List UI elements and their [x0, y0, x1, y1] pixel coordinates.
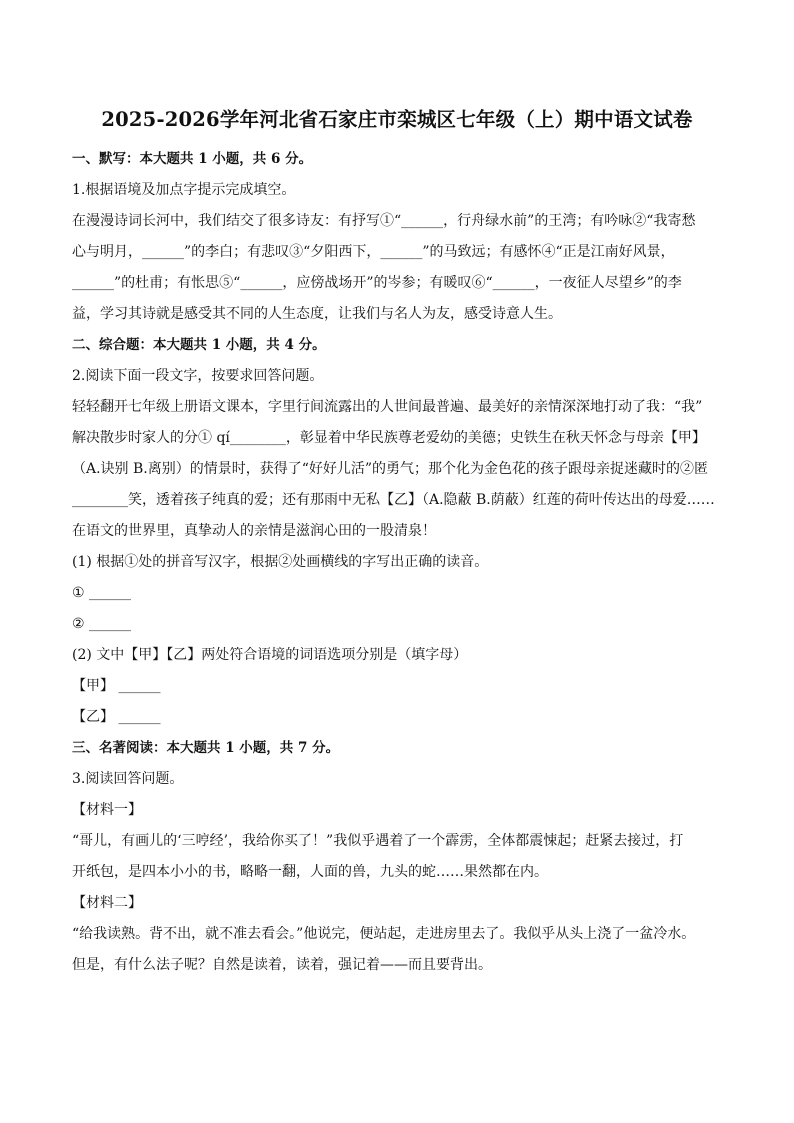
- section-heading-1: 一、默写：本大题共 1 小题，共 6 分。: [72, 151, 313, 167]
- q2-passage-line: （A.诀别 B.离别）的情景时，获得了“好好儿活”的勇气；那个化为金色花的孩子跟母亲捉迷藏时的②匿: [72, 461, 709, 477]
- material-1-line: “哥儿，有画儿的‘三哼经’，我给你买了！”我似乎遇着了一个霹雳，全体都震悚起；赶紧去接过，打: [72, 833, 684, 849]
- q2-subquestion-1: (1) 根据①处的拼音写汉字，根据②处画横线的字写出正确的读音。: [72, 554, 489, 570]
- q2-subquestion-2: (2) 文中【甲】【乙】两处符合语境的词语选项分别是（填字母）: [72, 647, 468, 663]
- q1-text-line: ______”的杜甫；有怅思⑤“______，应傍战场开”的岑参；有暖叹⑥“______，一夜征人尽望乡”的李: [72, 275, 682, 291]
- q1-text-line: 在漫漫诗词长河中，我们结交了很多诗友：有抒写①“______，行舟绿水前”的王湾；有吟咏②“我寄愁: [72, 213, 696, 229]
- q1-text-line: 益，学习其诗就是感受其不同的人生态度，让我们与名人为友，感受诗意人生。: [72, 306, 562, 322]
- material-1-label: 【材料一】: [72, 802, 142, 818]
- section-heading-3: 三、名著阅读：本大题共 1 小题，共 7 分。: [72, 740, 340, 756]
- answer-blank-jia: 【甲】 ______: [72, 678, 161, 694]
- q2-passage-line: 轻轻翻开七年级上册语文课本，字里行间流露出的人世间最普遍、最美好的亲情深深地打动了我：“我”: [72, 399, 703, 415]
- q1-text-line: 心与明月，______”的李白；有悲叹③“夕阳西下，______”的马致远；有感怀④“正是江南好风景，: [72, 244, 675, 260]
- q2-passage-line: 解决散步时家人的分① qí________，彰显着中华民族尊老爱幼的美德；史铁生在秋天怀念与母亲【甲】: [72, 430, 706, 446]
- section-heading-2: 二、综合题：本大题共 1 小题，共 4 分。: [72, 337, 326, 353]
- answer-blank-yi: 【乙】 ______: [72, 709, 161, 725]
- material-2-line: 但是，有什么法子呢？自然是读着，读着，强记着——而且要背出。: [72, 957, 492, 973]
- exam-title: 2025-2026学年河北省石家庄市栾城区七年级（上）期中语文试卷: [101, 108, 693, 131]
- q2-passage-line: ________笑，透着孩子纯真的爱；还有那雨中无私【乙】（A.隐蔽 B.荫蔽）红莲的荷叶传达出的母爱……: [72, 492, 715, 508]
- answer-blank-2: ② ______: [72, 616, 132, 632]
- material-2-line: “给我读熟。背不出，就不准去看会。”他说完，便站起，走进房里去了。我似乎从头上浇了一盆冷水。: [72, 926, 696, 942]
- question-3-prompt: 3.阅读回答问题。: [72, 771, 184, 787]
- question-2-prompt: 2.阅读下面一段文字，按要求回答问题。: [72, 368, 324, 384]
- material-1-line: 开纸包，是四本小小的书，略略一翻，人面的兽，九头的蛇……果然都在内。: [72, 864, 548, 880]
- question-1-prompt: 1.根据语境及加点字提示完成填空。: [72, 182, 296, 198]
- answer-blank-1: ① ______: [72, 585, 132, 601]
- exam-body: [72, 144, 722, 981]
- q2-passage-line: 在语文的世界里，真挚动人的亲情是滋润心田的一股清泉！: [72, 523, 436, 539]
- material-2-label: 【材料二】: [72, 895, 142, 911]
